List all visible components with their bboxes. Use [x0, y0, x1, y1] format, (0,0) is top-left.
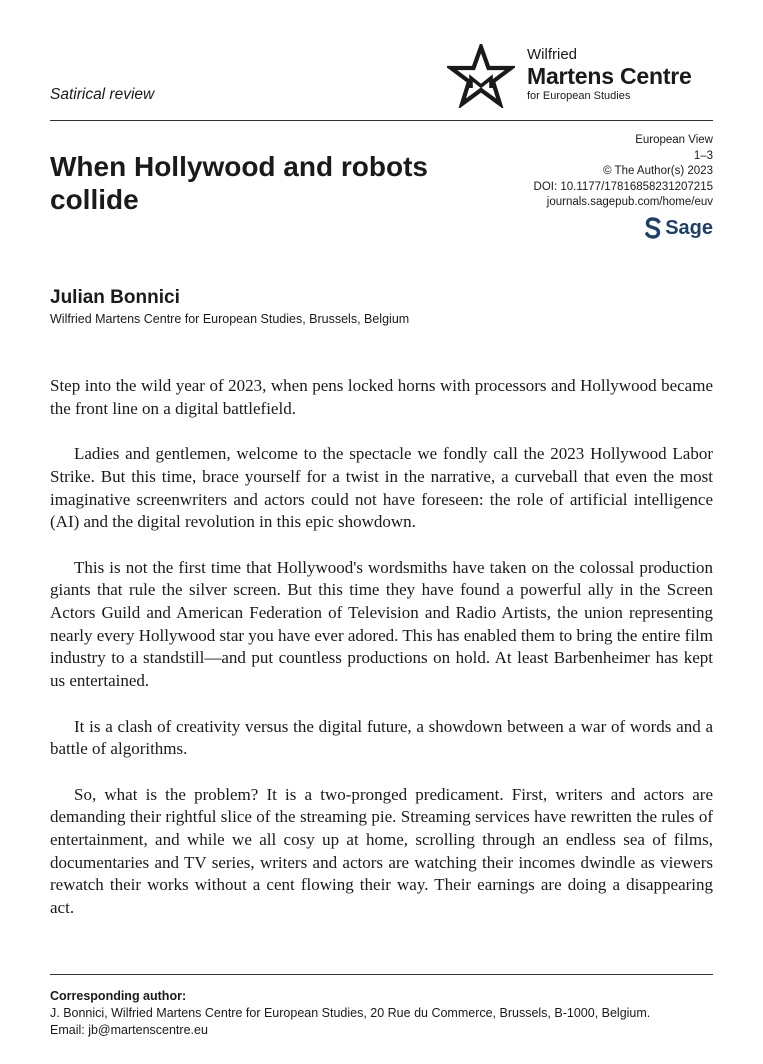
article-title: When Hollywood and robots collide	[50, 151, 428, 215]
sage-label: Sage	[665, 216, 713, 239]
author-name: Julian Bonnici	[50, 287, 180, 308]
footer-divider	[50, 974, 713, 975]
corresponding-author-block	[50, 988, 730, 1039]
logo-line-3: for European Studies	[527, 90, 631, 102]
journal-doi[interactable]: DOI: 10.1177/17816858231207215	[533, 180, 713, 193]
corresponding-author-address: J. Bonnici, Wilfried Martens Centre for European Studies, 20 Rue du Commerce, Brussels, B-1000, Belgium.	[50, 1006, 651, 1020]
corresponding-author-email[interactable]: Email: jb@martenscentre.eu	[50, 1023, 208, 1037]
journal-url[interactable]: journals.sagepub.com/home/euv	[546, 196, 713, 208]
author-affiliation: Wilfried Martens Centre for European Studies, Brussels, Belgium	[50, 312, 410, 326]
section-label: Satirical review	[50, 86, 155, 103]
header-divider	[50, 120, 713, 121]
logo-line-1: Wilfried	[527, 46, 578, 63]
paragraph: This is not the first time that Hollywood's wordsmiths have taken on the colossal production giants that rule the silver screen. But this time they have found a powerful ally in the Screen Actors Guild and American Federation of Television and Radio Artists, the union representing nearly every Hollywood star you have ever adored. This has enabled them to bring the entire film industry to a standstill—and put countless productions on hold. At least Barbenheimer has kept us entertained.	[50, 557, 713, 691]
star-m-icon	[447, 44, 515, 108]
martens-centre-logo	[447, 42, 717, 110]
journal-metadata	[534, 133, 713, 211]
corresponding-author-heading: Corresponding author:	[50, 989, 187, 1003]
sage-logo	[645, 216, 713, 240]
paragraph: It is a clash of creativity versus the digital future, a showdown between a war of words and a battle of algorithms.	[50, 716, 713, 759]
journal-name: European View	[635, 134, 713, 146]
article-body	[50, 375, 713, 943]
sage-s-icon	[645, 217, 661, 239]
paragraph: So, what is the problem? It is a two-pronged predicament. First, writers and actors are demanding their rightful slice of the streaming pie. Streaming services have rewritten the rules of entertainment, and while we all cosy up at home, scrolling through an endless sea of films, documentaries and TV series, writers and actors are watching their incomes dwindle as viewers rewatch their works without a cent flowing their way. Their earnings are doing a disappearing act.	[50, 784, 713, 918]
paragraph: Ladies and gentlemen, welcome to the spectacle we fondly call the 2023 Hollywood Labor Strike. But this time, brace yourself for a twist in the narrative, a curveball that even the most imaginative screenwriters and actors could not have foreseen: the role of artificial intelligence (AI) and the digital revolution in this epic showdown.	[50, 444, 713, 532]
paragraph: Step into the wild year of 2023, when pens locked horns with processors and Hollywood became the front line on a digital battlefield.	[50, 376, 713, 418]
journal-pages: 1–3	[693, 149, 713, 162]
journal-copyright: © The Author(s) 2023	[603, 165, 713, 177]
logo-line-2: Martens Centre	[527, 63, 692, 89]
